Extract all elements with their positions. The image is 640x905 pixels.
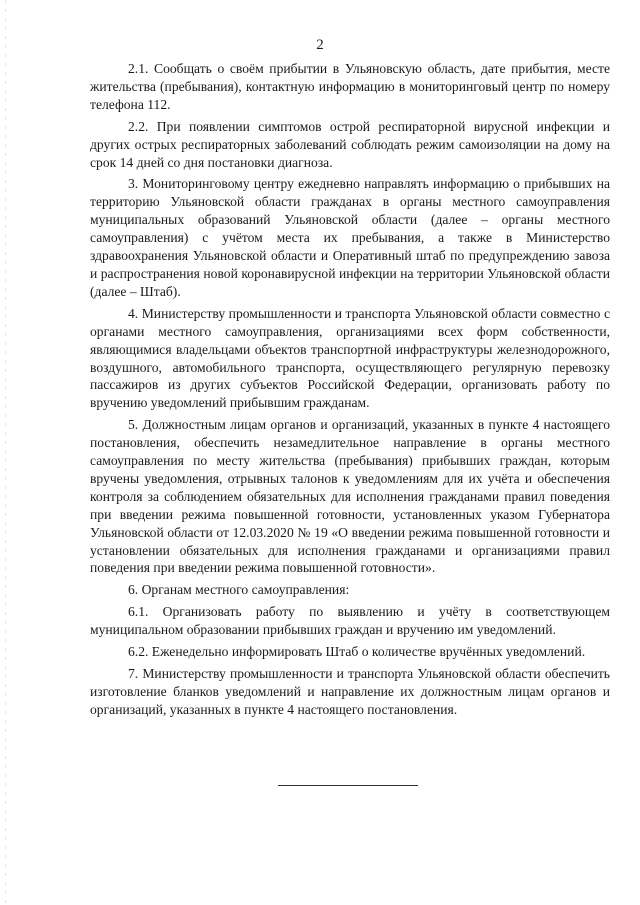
scan-edge-marks	[5, 0, 6, 905]
paragraph-2-1: 2.1. Сообщать о своём прибытии в Ульяновскую область, дате прибытия, месте жительства (пребывания), контактную информацию в мониторинговый центр по номеру телефона 112.	[90, 61, 610, 112]
paragraph-7: 7. Министерству промышленности и транспорта Ульяновской области обеспечить изготовление бланков уведомлений и направление их должностным лицам органов и организаций, указанных в пункте 4 настоящего постановления.	[90, 666, 610, 717]
paragraph-2-2: 2.2. При появлении симптомов острой респираторной вирусной инфекции и других острых респираторных заболеваний соблюдать режим самоизоляции на дому на срок 14 дней со дня постановки диагноза.	[90, 118, 610, 170]
paragraph-4: 4. Министерству промышленности и транспорта Ульяновской области совместно с органами местного самоуправления, организациями всех форм собственности, являющимися владельцами объектов транспортной инфраструктуры железнодорожного, воздушного, автомобильного транспорта, осуществляющего регулярную перевозку пассажиров из других субъектов Российской Федерации, организовать работу по вручению уведомлений прибывшим гражданам.	[90, 305, 610, 411]
page-number: 2	[316, 37, 324, 53]
document-body	[90, 60, 610, 723]
paragraph-6-2: 6.2. Еженедельно информировать Штаб о количестве вручённых уведомлений.	[128, 644, 586, 660]
end-separator-line	[278, 785, 418, 786]
paragraph-6: 6. Органам местного самоуправления:	[128, 582, 350, 598]
paragraph-5: 5. Должностным лицам органов и организаций, указанных в пункте 4 настоящего постановления, обеспечить незамедлительное направление в органы местного самоуправления по месту жительства (пребывания) прибывших граждан, которым вручены уведомления, отрывных талонов к уведомлениям для их учёта и обеспечения контроля за соблюдением обязательных для исполнения гражданами правил поведения при введении режима повышенной готовности, установленных указом Губернатора Ульяновской области от 12.03.2020 № 19 «О введении режима повышенной готовности и установлении обязательных для исполнения гражданами и организациями правил поведения при введении режима повышенной готовности».	[90, 417, 610, 576]
paragraph-6-1: 6.1. Организовать работу по выявлению и учёту в соответствующем муниципальном образовании прибывших граждан и вручению им уведомлений.	[90, 604, 610, 638]
paragraph-3: 3. Мониторинговому центру ежедневно направлять информацию о прибывших на территорию Ульяновской области гражданах в органы местного самоуправления муниципальных образований Ульяновской области (далее – органы местного самоуправления) с учётом места их пребывания, а также в Министерство здравоохранения Ульяновской области и Оперативный штаб по предупреждению завоза и распространения новой коронавирусной инфекции на территории Ульяновской области (далее – Штаб).	[90, 176, 610, 299]
